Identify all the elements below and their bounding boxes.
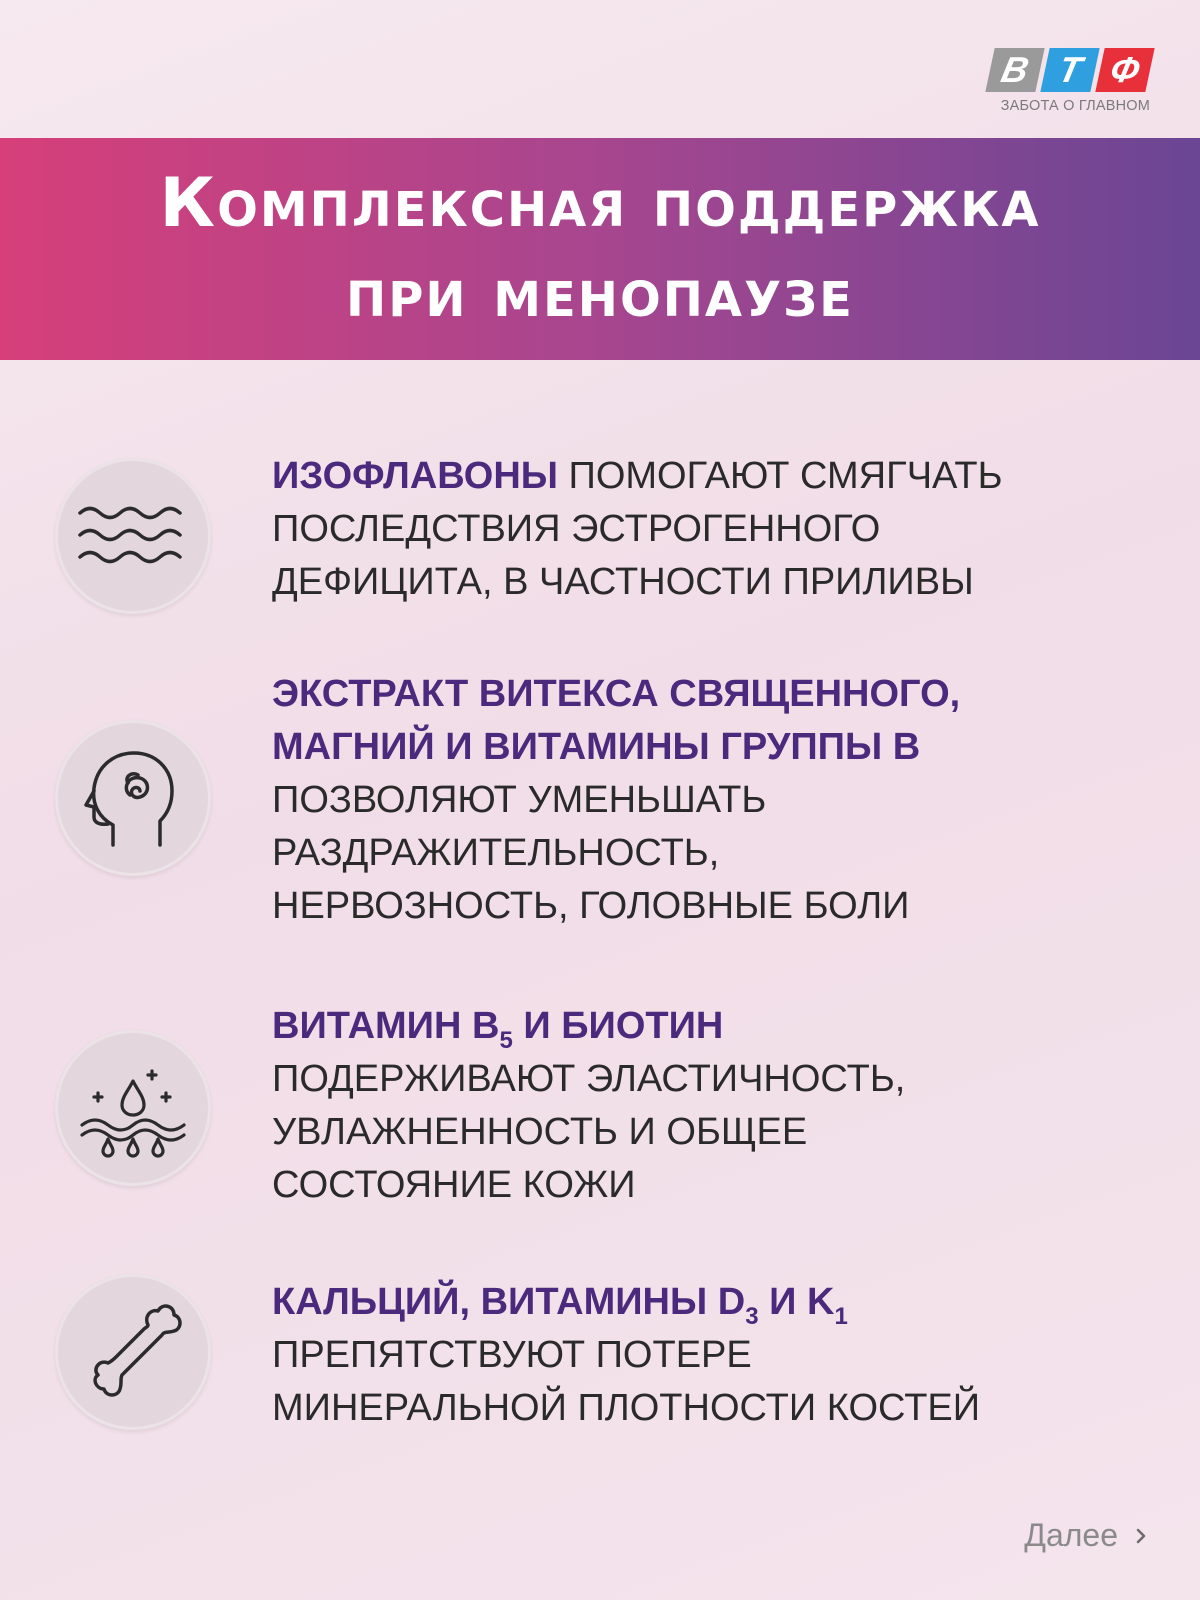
benefit-text — [272, 1000, 1152, 1212]
logo-tagline: ЗАБОТА О ГЛАВНОМ — [1000, 98, 1150, 114]
benefit-line: ДЕФИЦИТА, В ЧАСТНОСТИ ПРИЛИВЫ — [272, 561, 974, 603]
waves-icon — [55, 458, 211, 614]
benefit-text — [272, 1276, 1152, 1435]
benefit-line: НЕРВОЗНОСТЬ, ГОЛОВНЫЕ БОЛИ — [272, 885, 910, 927]
benefit-line: МИНЕРАЛЬНОЙ ПЛОТНОСТИ КОСТЕЙ — [272, 1387, 981, 1429]
benefit-inline-text: ПОМОГАЮТ СМЯГЧАТЬ — [557, 455, 1003, 497]
next-label: Далее — [1024, 1517, 1118, 1553]
benefit-line: ПОЗВОЛЯЮТ УМЕНЬШАТЬ — [272, 779, 767, 821]
benefit-line: СОСТОЯНИЕ КОЖИ — [272, 1164, 636, 1206]
title-banner — [0, 138, 1200, 360]
subscript: 3 — [745, 1303, 759, 1330]
logo-letters — [985, 48, 1150, 92]
benefit-line: ПОСЛЕДСТВИЯ ЭСТРОГЕННОГО — [272, 508, 881, 550]
benefit-line: ПРЕПЯТСТВУЮТ ПОТЕРЕ — [272, 1334, 752, 1376]
chevron-right-icon — [1132, 1527, 1150, 1545]
benefit-line: РАЗДРАЖИТЕЛЬНОСТЬ, — [272, 832, 720, 874]
benefit-heading — [272, 1276, 1152, 1329]
benefit-heading-part: КАЛЬЦИЙ, ВИТАМИНЫ D — [272, 1281, 746, 1323]
benefit-text — [272, 450, 1152, 609]
bone-icon — [55, 1274, 211, 1430]
brand-logo — [985, 48, 1150, 114]
benefit-heading-line: МАГНИЙ И ВИТАМИНЫ ГРУППЫ В — [272, 726, 921, 768]
subscript: 1 — [834, 1303, 848, 1330]
next-button[interactable] — [1024, 1517, 1150, 1554]
benefit-heading-line: ЭКСТРАКТ ВИТЕКСА СВЯЩЕННОГО, — [272, 673, 961, 715]
benefit-line: ПОДЕРЖИВАЮТ ЭЛАСТИЧНОСТЬ, — [272, 1058, 906, 1100]
page-title-line-1: Комплексная поддержка — [159, 164, 1041, 243]
logo-letter-t: Т — [1040, 48, 1099, 92]
page-title-line-2: при менопаузе — [346, 254, 854, 333]
skin-drops-icon — [55, 1030, 211, 1186]
benefit-heading: ИЗОФЛАВОНЫ — [272, 455, 558, 497]
benefit-heading-part: И БИОТИН — [512, 1005, 724, 1047]
benefit-line: УВЛАЖНЕННОСТЬ И ОБЩЕЕ — [272, 1111, 808, 1153]
subscript: 5 — [499, 1027, 513, 1054]
benefit-text — [272, 668, 1152, 933]
head-brain-icon — [55, 720, 211, 876]
logo-letter-f: Ф — [1095, 48, 1154, 92]
benefit-heading — [272, 1000, 1152, 1053]
benefit-heading-part: И K — [758, 1281, 835, 1323]
benefit-heading-part: ВИТАМИН В — [272, 1005, 500, 1047]
logo-letter-v: В — [985, 48, 1044, 92]
